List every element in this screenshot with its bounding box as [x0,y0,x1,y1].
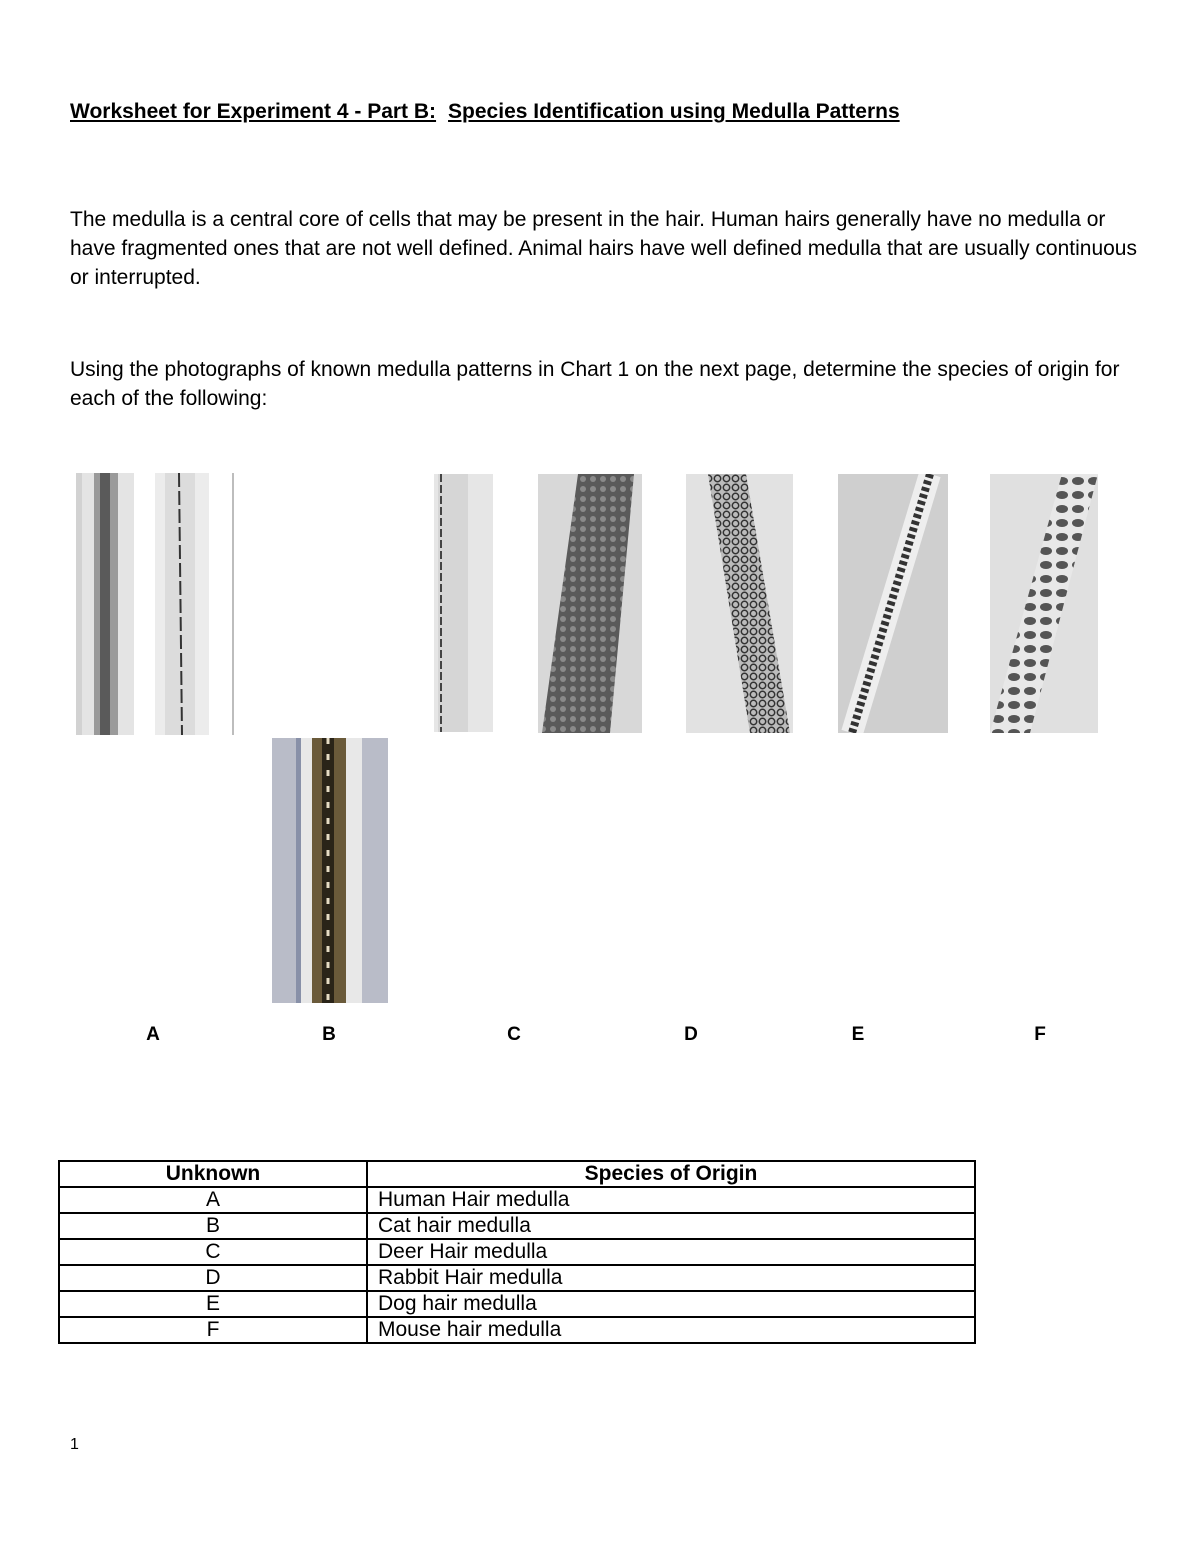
header-species: Species of Origin [367,1161,975,1187]
table-row [59,1291,975,1317]
table-row [59,1213,975,1239]
hair-photo-a3 [231,473,235,735]
species-cell: Human Hair medulla [367,1187,975,1213]
sample-label-c: C [507,1024,521,1045]
unknown-cell: E [59,1291,367,1317]
unknown-cell: A [59,1187,367,1213]
unknown-cell: B [59,1213,367,1239]
species-cell: Rabbit Hair medulla [367,1265,975,1291]
hair-photo-f2 [990,474,1098,733]
sample-label-d: D [684,1024,698,1045]
species-cell: Mouse hair medulla [367,1317,975,1343]
title-part-2: Species Identification using Medulla Patterns [448,100,900,123]
header-unknown: Unknown [59,1161,367,1187]
hair-photo-f1 [838,474,948,733]
hair-photo-a1 [76,473,134,735]
unknown-cell: D [59,1265,367,1291]
hair-photo-a2 [155,473,209,735]
sample-label-a: A [146,1024,160,1045]
species-cell: Cat hair medulla [367,1213,975,1239]
table-row [59,1187,975,1213]
table-row [59,1239,975,1265]
title-part-1: Worksheet for Experiment 4 - Part B: [70,100,437,123]
species-table [58,1160,976,1344]
table-header-row [59,1161,975,1187]
worksheet-title [70,100,900,124]
page-number: 1 [70,1436,79,1453]
hair-photo-c [434,474,493,732]
hair-photo-d [538,474,642,733]
intro-paragraph: The medulla is a central core of cells that may be present in the hair. Human hairs generally have no medulla or have fragmented ones that are not well defined. Animal hairs have well defined medulla that are usually continuous or interrupted. [70,208,1137,289]
hair-photo-e [686,474,793,733]
sample-label-e: E [851,1024,865,1045]
sample-label-f: F [1034,1024,1046,1045]
table-row [59,1265,975,1291]
species-cell: Deer Hair medulla [367,1239,975,1265]
species-cell: Dog hair medulla [367,1291,975,1317]
unknown-cell: F [59,1317,367,1343]
table-row [59,1317,975,1343]
hair-photo-b [272,738,388,1003]
unknown-cell: C [59,1239,367,1265]
sample-label-b: B [322,1024,336,1045]
instructions-paragraph: Using the photographs of known medulla patterns in Chart 1 on the next page, determine the species of origin for each of the following: [70,358,1120,410]
